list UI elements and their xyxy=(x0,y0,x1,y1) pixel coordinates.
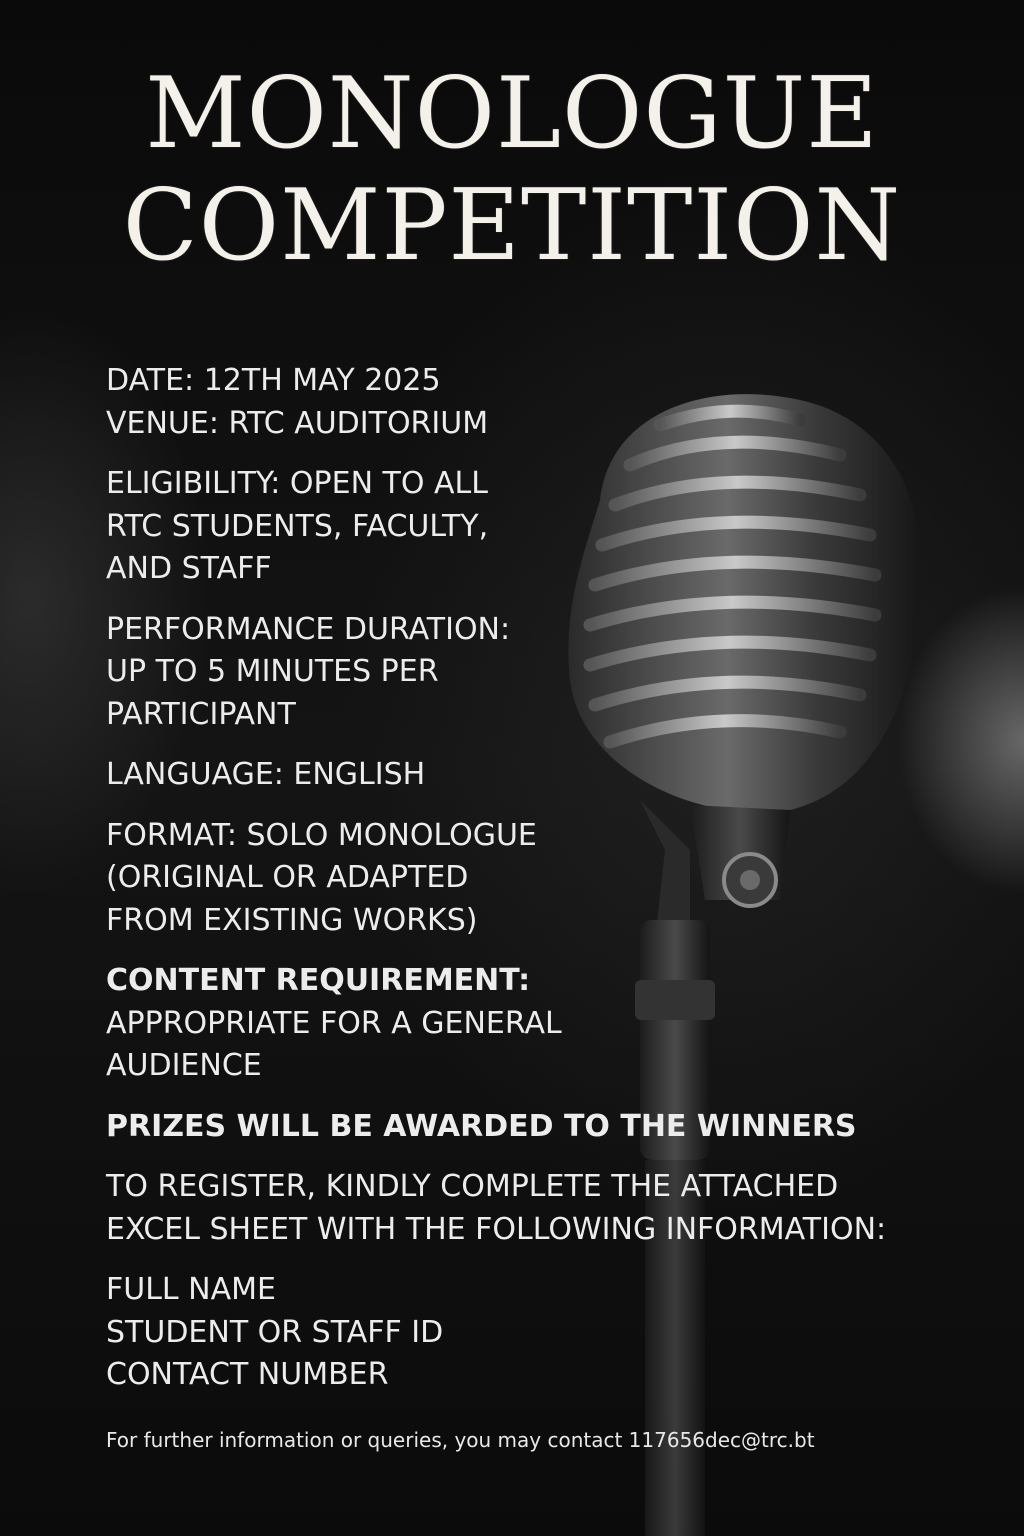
contact-footer: For further information or queries, you may contact 117656dec@trc.bt xyxy=(106,1428,815,1452)
duration-block xyxy=(106,609,946,737)
content-line: APPROPRIATE FOR A GENERAL xyxy=(106,1005,562,1041)
duration-line: PARTICIPANT xyxy=(106,696,296,732)
duration-line: UP TO 5 MINUTES PER xyxy=(106,654,439,689)
event-date: DATE: 12TH MAY 2025 xyxy=(106,363,441,398)
register-line: TO REGISTER, KINDLY COMPLETE THE ATTACHED xyxy=(106,1169,839,1204)
event-details xyxy=(106,360,946,1415)
eligibility-line: RTC STUDENTS, FACULTY, xyxy=(106,508,489,544)
register-line: EXCEL SHEET WITH THE FOLLOWING INFORMATION: xyxy=(106,1211,887,1247)
content-block xyxy=(106,960,946,1088)
prizes-line: PRIZES WILL BE AWARDED TO THE WINNERS xyxy=(106,1108,857,1144)
content-heading: CONTENT REQUIREMENT: xyxy=(106,963,531,998)
content-line: AUDIENCE xyxy=(106,1048,262,1083)
event-venue: VENUE: RTC AUDITORIUM xyxy=(106,405,489,441)
format-line: FORMAT: SOLO MONOLOGUE xyxy=(106,817,537,853)
language-line: LANGUAGE: ENGLISH xyxy=(106,757,426,792)
date-venue-block xyxy=(106,360,946,445)
field-item: CONTACT NUMBER xyxy=(106,1357,389,1392)
language-block xyxy=(106,754,946,797)
format-line: FROM EXISTING WORKS) xyxy=(106,902,478,938)
eligibility-line: AND STAFF xyxy=(106,551,272,586)
title-line-2: COMPETITION xyxy=(122,169,902,283)
field-item: STUDENT OR STAFF ID xyxy=(106,1314,444,1350)
duration-line: PERFORMANCE DURATION: xyxy=(106,611,511,647)
eligibility-block xyxy=(106,463,946,591)
title-line-1: MONOLOGUE xyxy=(145,57,879,171)
register-block xyxy=(106,1166,946,1251)
prizes-block xyxy=(106,1106,946,1149)
format-block xyxy=(106,815,946,943)
fields-block xyxy=(106,1269,946,1397)
eligibility-line: ELIGIBILITY: OPEN TO ALL xyxy=(106,466,488,501)
format-line: (ORIGINAL OR ADAPTED xyxy=(106,860,469,895)
event-title xyxy=(0,58,1024,282)
field-item: FULL NAME xyxy=(106,1272,276,1307)
